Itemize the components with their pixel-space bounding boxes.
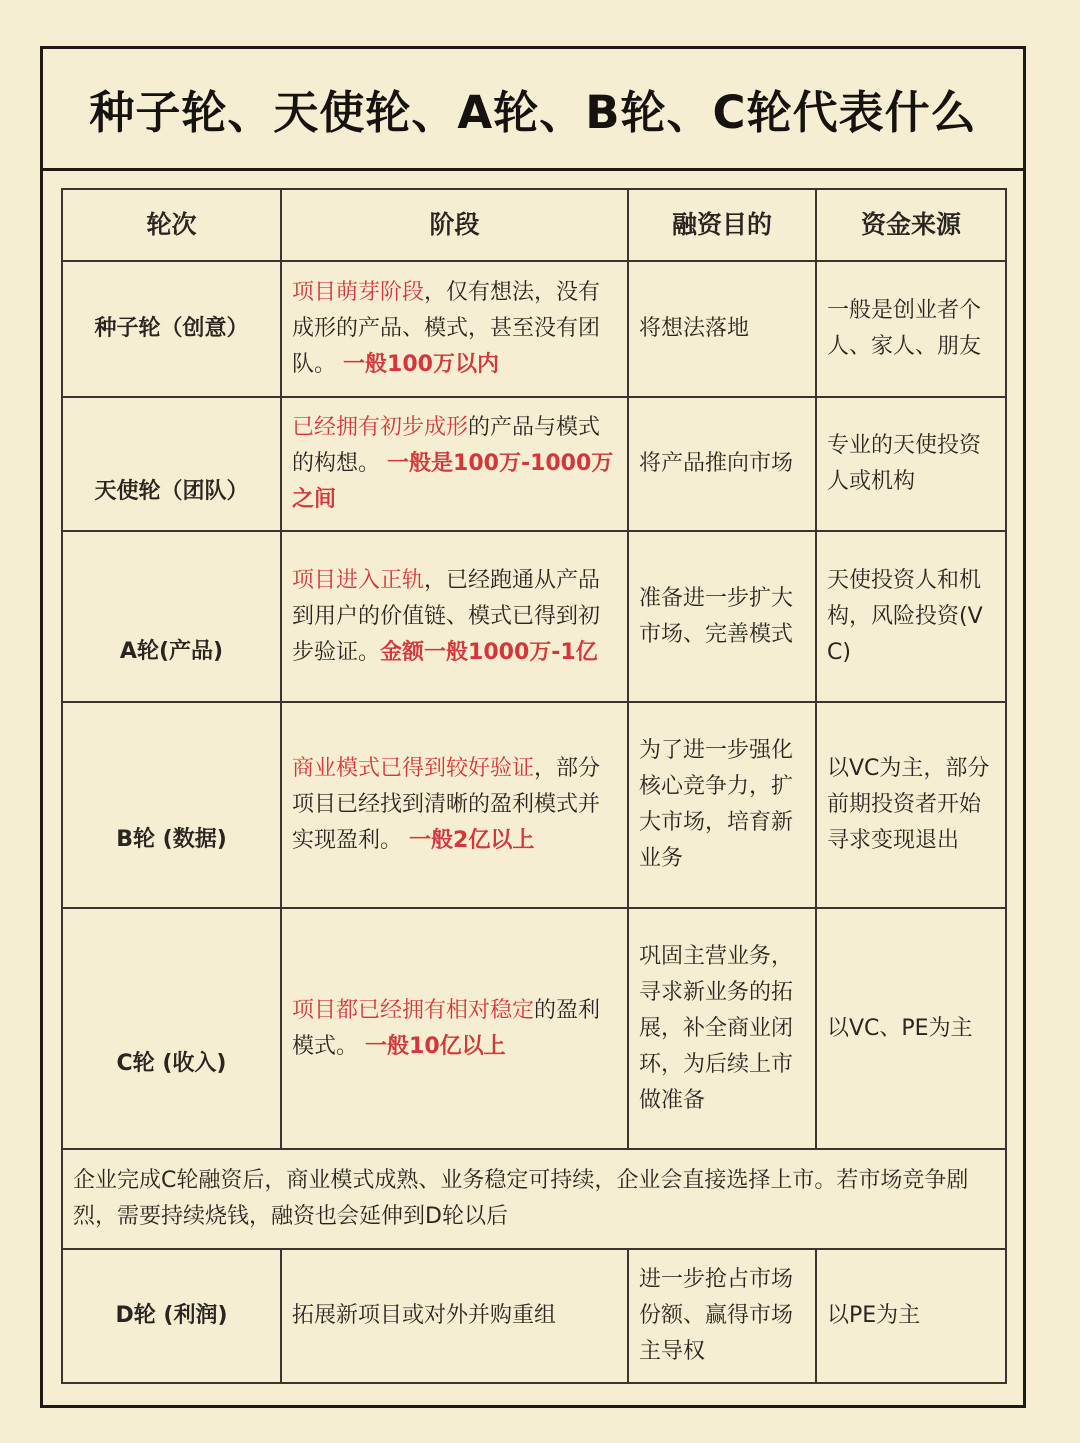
stage-highlight: 已经拥有初步成形 <box>292 415 469 440</box>
stage-cell: 拓展新项目或对外并购重组 <box>281 1249 628 1383</box>
stage-amount: 一般100万以内 <box>343 352 499 377</box>
source-cell: 专业的天使投资人或机构 <box>816 397 1006 531</box>
stage-cell <box>281 261 628 397</box>
stage-text: 的盈利模式。 <box>292 997 601 1059</box>
table-row <box>62 1249 1006 1383</box>
round-cell: C轮 (收入) <box>62 908 281 1149</box>
round-cell: B轮 (数据) <box>62 702 281 908</box>
purpose-cell: 准备进一步扩大市场、完善模式 <box>628 531 816 702</box>
stage-text: ，部分项目已经找到清晰的盈利模式并实现盈利。 <box>292 756 601 853</box>
funding-rounds-table <box>61 188 1007 1384</box>
table-row <box>62 702 1006 908</box>
stage-cell <box>281 531 628 702</box>
stage-highlight: 项目进入正轨 <box>292 567 425 593</box>
stage-highlight: 商业模式已得到较好验证 <box>292 756 535 781</box>
note-row <box>62 1149 1006 1249</box>
title-bar <box>43 49 1023 171</box>
stage-highlight: 项目萌芽阶段 <box>292 280 425 305</box>
stage-highlight: 项目都已经拥有相对稳定 <box>292 997 535 1023</box>
purpose-cell: 将想法落地 <box>628 261 816 397</box>
table-row <box>62 397 1006 531</box>
source-cell: 天使投资人和机构，风险投资(VC) <box>816 531 1006 702</box>
purpose-cell: 巩固主营业务，寻求新业务的拓展，补全商业闭环，为后续上市做准备 <box>628 908 816 1149</box>
stage-amount: 金额一般1000万-1亿 <box>380 639 598 665</box>
source-cell: 以VC、PE为主 <box>816 908 1006 1149</box>
column-header-purpose: 融资目的 <box>628 189 816 261</box>
stage-text: 的产品与模式的构想。 <box>292 415 601 476</box>
table-header-row <box>62 189 1006 261</box>
table-row <box>62 531 1006 702</box>
stage-text: ，已经跑通从产品到用户的价值链、模式已得到初步验证。 <box>292 567 601 665</box>
round-cell: D轮 (利润) <box>62 1249 281 1383</box>
column-header-round: 轮次 <box>62 189 281 261</box>
table-row <box>62 261 1006 397</box>
stage-amount: 一般是100万-1000万之间 <box>292 451 614 512</box>
page-title: 种子轮、天使轮、A轮、B轮、C轮代表什么 <box>89 86 977 139</box>
stage-cell <box>281 702 628 908</box>
note-cell: 企业完成C轮融资后，商业模式成熟、业务稳定可持续，企业会直接选择上市。若市场竞争剧烈，需要持续烧钱，融资也会延伸到D轮以后 <box>62 1149 1006 1249</box>
purpose-cell: 将产品推向市场 <box>628 397 816 531</box>
round-cell: A轮(产品) <box>62 531 281 702</box>
stage-text: ，仅有想法，没有成形的产品、模式，甚至没有团队。 <box>292 280 601 377</box>
stage-cell <box>281 397 628 531</box>
column-header-stage: 阶段 <box>281 189 628 261</box>
purpose-cell: 进一步抢占市场份额、赢得市场主导权 <box>628 1249 816 1383</box>
column-header-source: 资金来源 <box>816 189 1006 261</box>
stage-amount: 一般2亿以上 <box>409 828 535 853</box>
source-cell: 以PE为主 <box>816 1249 1006 1383</box>
source-cell: 以VC为主，部分前期投资者开始寻求变现退出 <box>816 702 1006 908</box>
table-row <box>62 908 1006 1149</box>
round-cell: 种子轮（创意） <box>62 261 281 397</box>
stage-amount: 一般10亿以上 <box>365 1033 506 1059</box>
source-cell: 一般是创业者个人、家人、朋友 <box>816 261 1006 397</box>
stage-cell <box>281 908 628 1149</box>
round-cell: 天使轮（团队） <box>62 397 281 531</box>
purpose-cell: 为了进一步强化核心竞争力，扩大市场，培育新业务 <box>628 702 816 908</box>
